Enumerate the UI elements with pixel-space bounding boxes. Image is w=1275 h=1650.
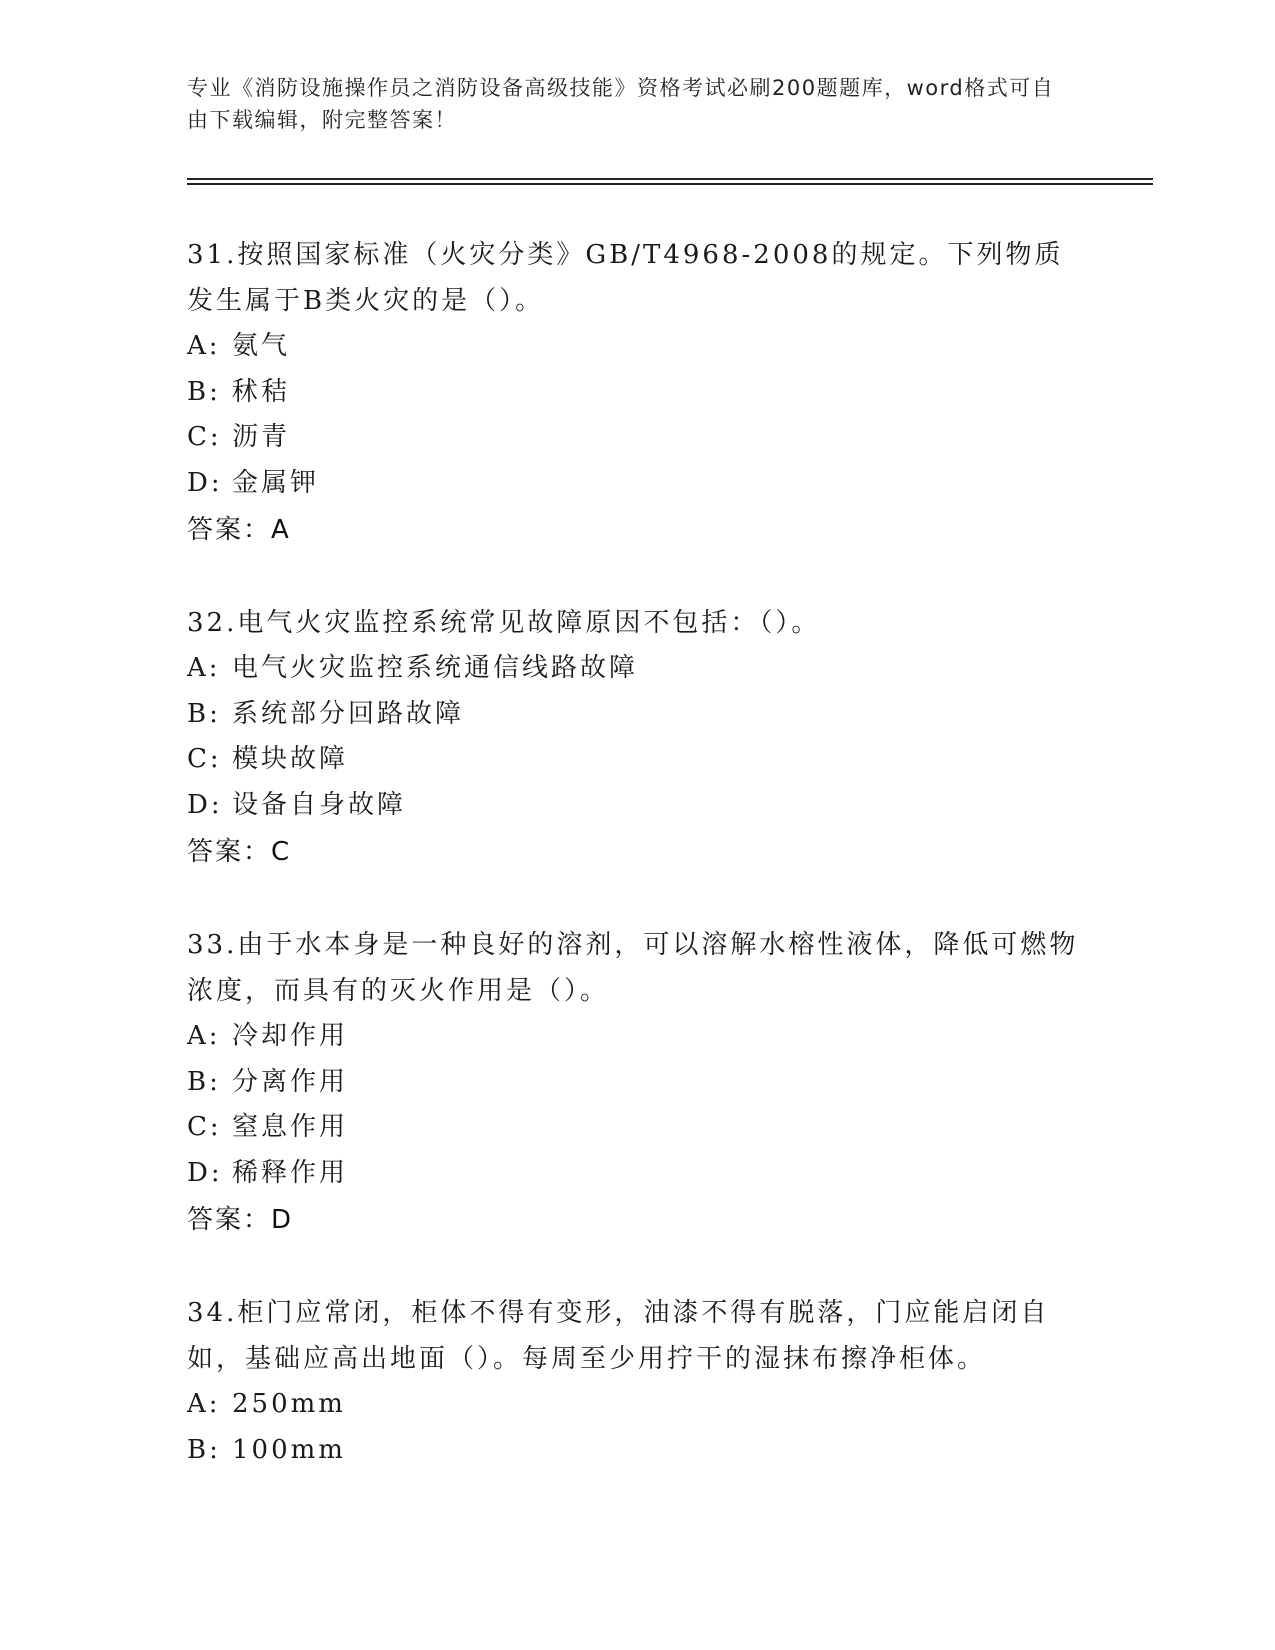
option-text: 稀释作用 <box>232 1157 349 1188</box>
option-b <box>187 692 1087 738</box>
option-letter: D: <box>187 789 223 820</box>
option-a <box>187 646 1087 692</box>
answer-label: 答案：A <box>187 515 291 545</box>
question-text: 32.电气火灾监控系统常见故障原因不包括：（）。 <box>187 608 821 638</box>
option-text: 电气火灾监控系统通信线路故障 <box>232 653 639 683</box>
question-text: 33.由于水本身是一种良好的溶剂，可以溶解水榕性液体，降低可燃物浓度，而具有的灭火作用是（）。 <box>187 930 1079 1006</box>
option-text: 沥青 <box>232 422 291 452</box>
option-c <box>187 1105 1087 1151</box>
option-letter: C: <box>187 1112 222 1142</box>
option-b <box>187 1428 1087 1474</box>
question-33 <box>187 922 1087 1244</box>
option-letter: B: <box>187 698 221 729</box>
question-34 <box>187 1290 1087 1473</box>
option-text: 系统部分回路故障 <box>232 698 465 729</box>
option-letter: B: <box>187 1066 221 1097</box>
question-31 <box>187 232 1087 554</box>
option-letter: C: <box>187 422 222 452</box>
option-d <box>187 1151 1087 1197</box>
option-letter: C: <box>187 744 222 774</box>
option-d <box>187 783 1087 829</box>
option-text: 冷却作用 <box>232 1021 349 1051</box>
option-text: 分离作用 <box>232 1066 349 1097</box>
option-c <box>187 737 1087 783</box>
option-a <box>187 1382 1087 1428</box>
question-list <box>187 232 1087 1519</box>
document-header: 专业《消防设施操作员之消防设备高级技能》资格考试必刷200题题库，word格式可自由下载编辑，附完整答案！ <box>187 76 1055 132</box>
option-letter: A: <box>187 1389 221 1419</box>
option-text: 金属钾 <box>232 467 320 498</box>
option-text: 模块故障 <box>232 744 349 774</box>
option-c <box>187 415 1087 461</box>
header-divider-bottom <box>187 183 1153 185</box>
question-32 <box>187 600 1087 876</box>
option-text: 氨气 <box>232 331 291 361</box>
option-letter: B: <box>187 1434 221 1465</box>
option-a <box>187 324 1087 370</box>
option-letter: D: <box>187 467 223 498</box>
option-text: 100mm <box>232 1434 346 1465</box>
question-text: 34.柜门应常闭，柜体不得有变形，油漆不得有脱落，门应能启闭自如，基础应高出地面（）。每周至少用拧干的湿抹布擦净柜体。 <box>187 1298 1050 1374</box>
option-d <box>187 461 1087 507</box>
answer-label: 答案：C <box>187 837 292 867</box>
option-b <box>187 370 1087 416</box>
option-letter: A: <box>187 653 221 683</box>
option-text: 250mm <box>232 1389 346 1419</box>
option-letter: A: <box>187 1021 221 1051</box>
option-text: 秫秸 <box>232 376 291 407</box>
question-text: 31.按照国家标准（火灾分类》GB/T4968-2008的规定。下列物质发生属于B类火灾的是（）。 <box>187 240 1064 316</box>
option-letter: A: <box>187 331 221 361</box>
option-a <box>187 1014 1087 1060</box>
option-b <box>187 1060 1087 1106</box>
header-divider-top <box>187 178 1153 180</box>
option-text: 窒息作用 <box>232 1112 349 1142</box>
option-letter: D: <box>187 1157 223 1188</box>
answer-label: 答案：D <box>187 1205 294 1235</box>
option-letter: B: <box>187 376 221 407</box>
option-text: 设备自身故障 <box>232 789 407 820</box>
